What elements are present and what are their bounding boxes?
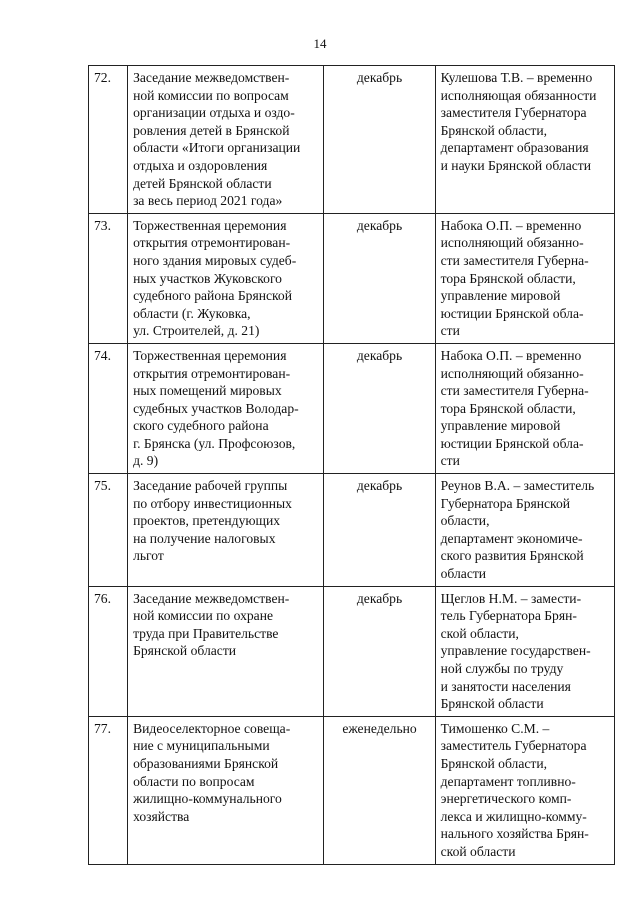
row-number: 75. [89,474,128,587]
event-date: декабрь [324,213,435,343]
responsible-party: Щеглов Н.М. – замести- тель Губернатора Брян- ской области, управление государствен- ной службы по труду и занятости населения Брянской области [435,586,614,716]
table-row [89,716,615,864]
event-description: Заседание рабочей группы по отбору инвестиционных проектов, претендующих на получение налоговых льгот [128,474,324,587]
responsible-party: Тимошенко С.М. – заместитель Губернатора Брянской области, департамент топливно- энергетического комп- лекса и жилищно-комму- нального хозяйства Брян- ской области [435,716,614,864]
schedule-table [88,65,615,865]
table-row [89,474,615,587]
event-date: еженедельно [324,716,435,864]
event-description: Торжественная церемония открытия отремонтирован- ного здания мировых судеб- ных участков Жуковского судебного района Брянской области (г. Жуковка, ул. Строителей, д. 21) [128,213,324,343]
table-row [89,343,615,473]
event-date: декабрь [324,66,435,214]
row-number: 72. [89,66,128,214]
responsible-party: Набока О.П. – временно исполняющий обязанно- сти заместителя Губерна- тора Брянской области, управление мировой юстиции Брянской обла- сти [435,343,614,473]
row-number: 77. [89,716,128,864]
table-row [89,66,615,214]
table-row [89,586,615,716]
event-date: декабрь [324,343,435,473]
responsible-party: Реунов В.А. – заместитель Губернатора Брянской области, департамент экономиче- ского развития Брянской области [435,474,614,587]
row-number: 76. [89,586,128,716]
responsible-party: Кулешова Т.В. – временно исполняющая обязанности заместителя Губернатора Брянской области, департамент образования и науки Брянской области [435,66,614,214]
event-description: Торжественная церемония открытия отремонтирован- ных помещений мировых судебных участков Володар- ского судебного района г. Брянска (ул. Профсоюзов, д. 9) [128,343,324,473]
row-number: 74. [89,343,128,473]
page-number: 14 [313,36,327,51]
table-row [89,213,615,343]
event-description: Заседание межведомствен- ной комиссии по охране труда при Правительстве Брянской области [128,586,324,716]
responsible-party: Набока О.П. – временно исполняющий обязанно- сти заместителя Губерна- тора Брянской области, управление мировой юстиции Брянской обла- сти [435,213,614,343]
event-description: Видеоселекторное совеща- ние с муниципальными образованиями Брянской области по вопросам жилищно-коммунального хозяйства [128,716,324,864]
row-number: 73. [89,213,128,343]
event-date: декабрь [324,474,435,587]
event-date: декабрь [324,586,435,716]
event-description: Заседание межведомствен- ной комиссии по вопросам организации отдыха и оздо- ровления детей в Брянской области «Итоги организации отдыха и оздоровления детей Брянской области за весь период 2021 года» [128,66,324,214]
